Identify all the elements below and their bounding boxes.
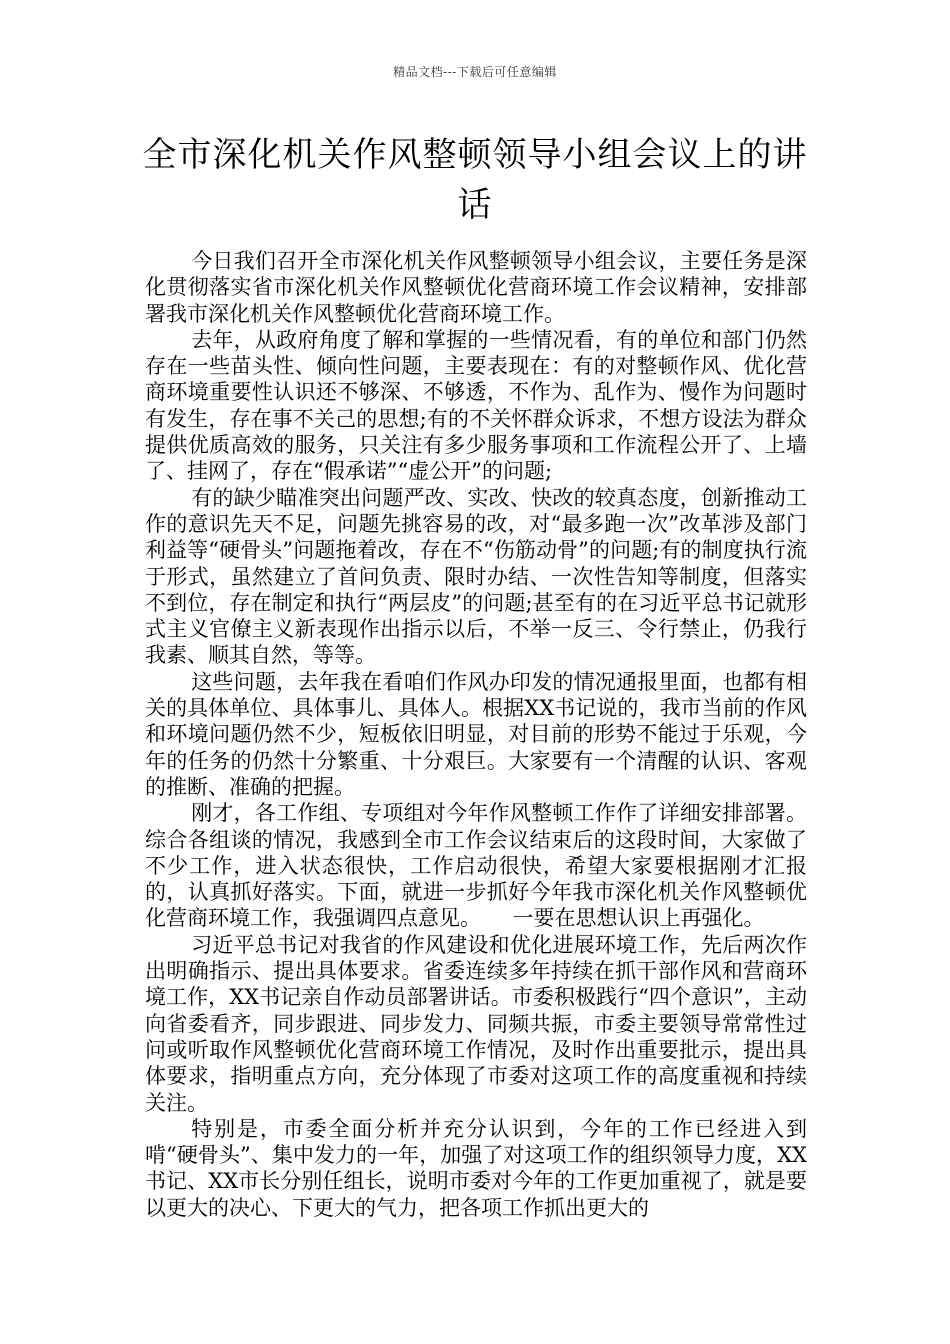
paragraph-5: 刚才，各工作组、专项组对今年作风整顿工作作了详细安排部署。综合各组谈的情况，我感到全市工作会议结束后的这段时间，大家做了不少工作，进入状态很快，工作启动很快，希望大家要根据刚才汇报的，认真抓好落实。下面，就进一步抓好今年我市深化机关作风整顿优化营商环境工作，我强调四点意见。 一要在思想认识上再强化。 [145, 801, 807, 931]
paragraph-6: 习近平总书记对我省的作风建设和优化进展环境工作，先后两次作出明确指示、提出具体要求。省委连续多年持续在抓干部作风和营商环境工作，XX书记亲自作动员部署讲话。市委积极践行“四个意识”，主动向省委看齐，同步跟进、同步发力、同频共振，市委主要领导常常性过问或听取作风整顿优化营商环境工作情况，及时作出重要批示，提出具体要求，指明重点方向，充分体现了市委对这项工作的高度重视和持续关注。 [145, 932, 807, 1115]
page-header: 精品文档---下载后可任意编辑 [393, 65, 557, 79]
document-title: 全市深化机关作风整顿领导小组会议上的讲话 [142, 135, 808, 225]
paragraph-4: 这些问题，去年我在看咱们作风办印发的情况通报里面，也都有相关的具体单位、具体事儿、具体人。根据XX书记说的，我市当前的作风和环境问题仍然不少，短板依旧明显，对目前的形势不能过于乐观，今年的任务的仍然十分繁重、十分艰巨。大家要有一个清醒的认识、客观的推断、准确的把握。 [145, 669, 807, 799]
document-body [145, 248, 807, 1221]
paragraph-7: 特别是，市委全面分析并充分认识到，今年的工作已经进入到啃“硬骨头”、集中发力的一年，加强了对这项工作的组织领导力度，XX书记、XX市长分别任组长，说明市委对今年的工作更加重视了，就是要以更大的决心、下更大的气力，把各项工作抓出更大的 [145, 1116, 807, 1220]
paragraph-3: 有的缺少瞄准突出问题严改、实改、快改的较真态度，创新推动工作的意识先天不足，问题先挑容易的改，对“最多跑一次”改革涉及部门利益等“硬骨头”问题拖着改，存在不“伤筋动骨”的问题;有的制度执行流于形式，虽然建立了首问负责、限时办结、一次性告知等制度，但落实不到位，存在制定和执行“两层皮”的问题;甚至有的在习近平总书记就形式主义官僚主义新表现作出指示以后，不举一反三、令行禁止，仍我行我素、顺其自然，等等。 [145, 485, 807, 668]
paragraph-2: 去年，从政府角度了解和掌握的一些情况看，有的单位和部门仍然存在一些苗头性、倾向性问题，主要表现在：有的对整顿作风、优化营商环境重要性认识还不够深、不够透，不作为、乱作为、慢作为问题时有发生，存在事不关己的思想;有的不关怀群众诉求，不想方设法为群众提供优质高效的服务，只关注有多少服务事项和工作流程公开了、上墙了、挂网了，存在“假承诺”“虚公开”的问题; [145, 327, 807, 484]
paragraph-1: 今日我们召开全市深化机关作风整顿领导小组会议，主要任务是深化贯彻落实省市深化机关作风整顿优化营商环境工作会议精神，安排部署我市深化机关作风整顿优化营商环境工作。 [145, 249, 807, 326]
